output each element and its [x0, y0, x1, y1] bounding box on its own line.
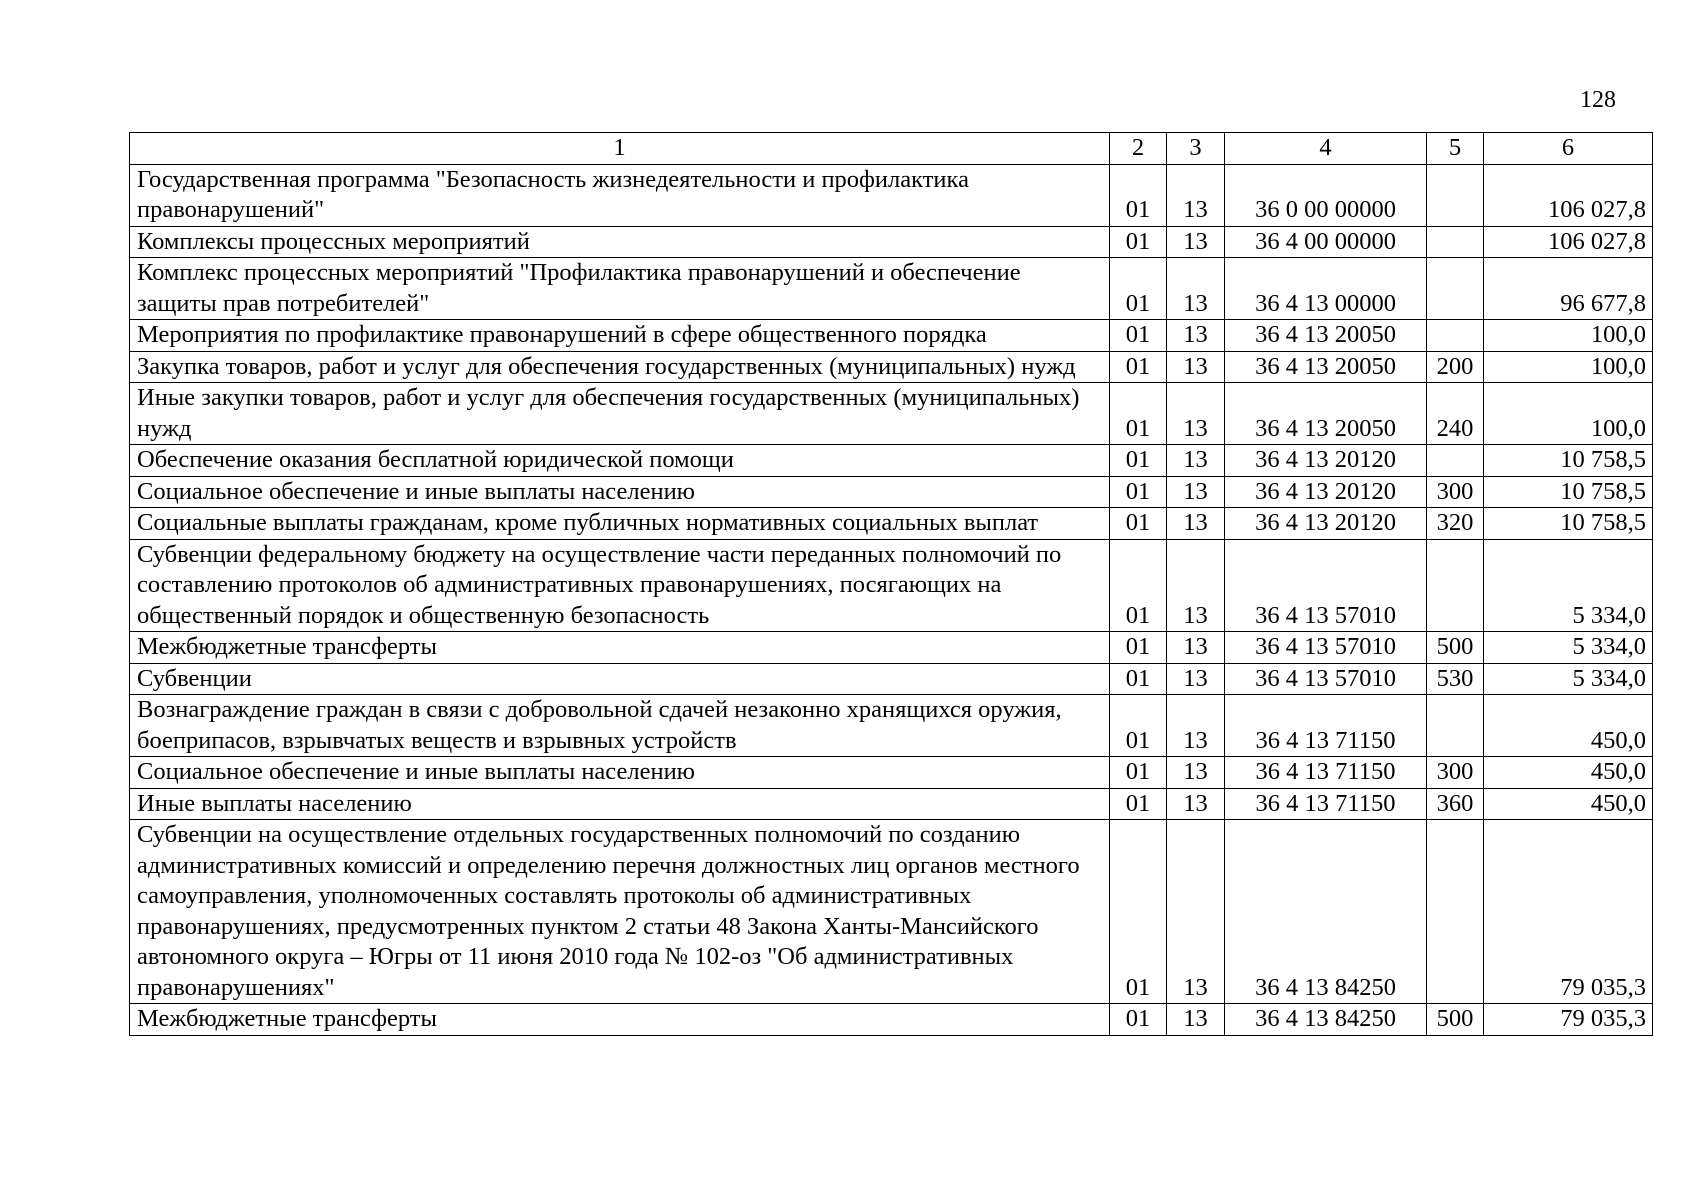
row-name-cell: Иные выплаты населению	[130, 788, 1110, 820]
row-section-cell: 01	[1110, 695, 1167, 757]
row-target-code-cell: 36 4 13 71150	[1225, 788, 1427, 820]
row-subsection-cell: 13	[1167, 226, 1225, 258]
table-row	[130, 632, 1653, 664]
row-section-cell: 01	[1110, 320, 1167, 352]
row-section-cell: 01	[1110, 508, 1167, 540]
table-row	[130, 320, 1653, 352]
row-name-cell: Мероприятия по профилактике правонарушений в сфере общественного порядка	[130, 320, 1110, 352]
row-amount-cell: 100,0	[1484, 383, 1653, 445]
row-name-cell: Обеспечение оказания бесплатной юридической помощи	[130, 445, 1110, 477]
row-amount-cell: 450,0	[1484, 788, 1653, 820]
row-section-cell: 01	[1110, 788, 1167, 820]
row-amount-cell: 96 677,8	[1484, 258, 1653, 320]
row-amount-cell: 5 334,0	[1484, 663, 1653, 695]
row-subsection-cell: 13	[1167, 258, 1225, 320]
row-name-cell: Субвенции на осуществление отдельных государственных полномочий по созданию административных комиссий и определению перечня должностных лиц органов местного самоуправления, уполномоченных составлять протоколы об административных правонарушениях, предусмотренных пунктом 2 статьи 48 Закона Ханты-Мансийского автономного округа – Югры от 11 июня 2010 года № 102-оз "Об административных правонарушениях"	[130, 820, 1110, 1004]
row-expense-type-cell: 530	[1427, 663, 1484, 695]
row-amount-cell: 106 027,8	[1484, 226, 1653, 258]
row-amount-cell: 10 758,5	[1484, 445, 1653, 477]
page-number: 128	[1580, 87, 1616, 113]
row-name-cell: Субвенции федеральному бюджету на осуществление части переданных полномочий по составлению протоколов об административных правонарушениях, посягающих на общественный порядок и общественную безопасность	[130, 539, 1110, 632]
row-section-cell: 01	[1110, 445, 1167, 477]
row-expense-type-cell: 200	[1427, 351, 1484, 383]
row-expense-type-cell	[1427, 695, 1484, 757]
row-name-cell: Межбюджетные трансферты	[130, 1004, 1110, 1036]
row-target-code-cell: 36 4 13 57010	[1225, 663, 1427, 695]
row-section-cell: 01	[1110, 351, 1167, 383]
row-expense-type-cell	[1427, 164, 1484, 226]
row-amount-cell: 5 334,0	[1484, 539, 1653, 632]
row-section-cell: 01	[1110, 632, 1167, 664]
table-row	[130, 383, 1653, 445]
row-expense-type-cell	[1427, 226, 1484, 258]
row-section-cell: 01	[1110, 226, 1167, 258]
table-row	[130, 351, 1653, 383]
row-subsection-cell: 13	[1167, 663, 1225, 695]
row-name-cell: Вознаграждение граждан в связи с добровольной сдачей незаконно хранящихся оружия, боеприпасов, взрывчатых веществ и взрывных устройств	[130, 695, 1110, 757]
table-row	[130, 508, 1653, 540]
table-row	[130, 258, 1653, 320]
row-expense-type-cell	[1427, 539, 1484, 632]
row-section-cell: 01	[1110, 663, 1167, 695]
row-subsection-cell: 13	[1167, 695, 1225, 757]
table-header	[130, 133, 1653, 165]
row-name-cell: Закупка товаров, работ и услуг для обеспечения государственных (муниципальных) нужд	[130, 351, 1110, 383]
row-target-code-cell: 36 4 13 00000	[1225, 258, 1427, 320]
table-row	[130, 695, 1653, 757]
row-subsection-cell: 13	[1167, 351, 1225, 383]
row-expense-type-cell: 320	[1427, 508, 1484, 540]
row-target-code-cell: 36 4 13 57010	[1225, 539, 1427, 632]
table-row	[130, 788, 1653, 820]
row-name-cell: Комплексы процессных мероприятий	[130, 226, 1110, 258]
row-target-code-cell: 36 4 13 20050	[1225, 383, 1427, 445]
row-expense-type-cell: 500	[1427, 632, 1484, 664]
row-subsection-cell: 13	[1167, 476, 1225, 508]
row-subsection-cell: 13	[1167, 820, 1225, 1004]
table-row	[130, 1004, 1653, 1036]
row-section-cell: 01	[1110, 476, 1167, 508]
row-target-code-cell: 36 0 00 00000	[1225, 164, 1427, 226]
budget-table	[129, 132, 1653, 1036]
row-target-code-cell: 36 4 13 57010	[1225, 632, 1427, 664]
row-expense-type-cell: 500	[1427, 1004, 1484, 1036]
table-row	[130, 445, 1653, 477]
table-row	[130, 476, 1653, 508]
row-expense-type-cell: 300	[1427, 476, 1484, 508]
row-amount-cell: 79 035,3	[1484, 820, 1653, 1004]
header-cell-5: 5	[1427, 133, 1484, 165]
row-subsection-cell: 13	[1167, 445, 1225, 477]
row-subsection-cell: 13	[1167, 757, 1225, 789]
row-amount-cell: 106 027,8	[1484, 164, 1653, 226]
header-cell-2: 2	[1110, 133, 1167, 165]
header-cell-3: 3	[1167, 133, 1225, 165]
row-section-cell: 01	[1110, 757, 1167, 789]
row-target-code-cell: 36 4 00 00000	[1225, 226, 1427, 258]
header-cell-1: 1	[130, 133, 1110, 165]
row-target-code-cell: 36 4 13 20120	[1225, 508, 1427, 540]
row-section-cell: 01	[1110, 164, 1167, 226]
row-target-code-cell: 36 4 13 71150	[1225, 695, 1427, 757]
table-row	[130, 539, 1653, 632]
row-expense-type-cell	[1427, 258, 1484, 320]
row-section-cell: 01	[1110, 1004, 1167, 1036]
row-expense-type-cell: 240	[1427, 383, 1484, 445]
row-amount-cell: 100,0	[1484, 351, 1653, 383]
row-subsection-cell: 13	[1167, 788, 1225, 820]
row-target-code-cell: 36 4 13 84250	[1225, 1004, 1427, 1036]
row-name-cell: Государственная программа "Безопасность жизнедеятельности и профилактика правонарушений"	[130, 164, 1110, 226]
table-row	[130, 820, 1653, 1004]
row-amount-cell: 100,0	[1484, 320, 1653, 352]
header-row	[130, 133, 1653, 165]
table-row	[130, 757, 1653, 789]
row-name-cell: Социальные выплаты гражданам, кроме публичных нормативных социальных выплат	[130, 508, 1110, 540]
row-subsection-cell: 13	[1167, 320, 1225, 352]
row-section-cell: 01	[1110, 539, 1167, 632]
row-target-code-cell: 36 4 13 20120	[1225, 445, 1427, 477]
row-amount-cell: 79 035,3	[1484, 1004, 1653, 1036]
row-amount-cell: 5 334,0	[1484, 632, 1653, 664]
header-cell-4: 4	[1225, 133, 1427, 165]
row-target-code-cell: 36 4 13 71150	[1225, 757, 1427, 789]
row-name-cell: Иные закупки товаров, работ и услуг для обеспечения государственных (муниципальных) нужд	[130, 383, 1110, 445]
row-target-code-cell: 36 4 13 20050	[1225, 320, 1427, 352]
row-name-cell: Комплекс процессных мероприятий "Профилактика правонарушений и обеспечение защиты прав потребителей"	[130, 258, 1110, 320]
row-subsection-cell: 13	[1167, 632, 1225, 664]
row-subsection-cell: 13	[1167, 1004, 1225, 1036]
row-name-cell: Межбюджетные трансферты	[130, 632, 1110, 664]
row-expense-type-cell	[1427, 445, 1484, 477]
row-section-cell: 01	[1110, 820, 1167, 1004]
row-target-code-cell: 36 4 13 20050	[1225, 351, 1427, 383]
row-subsection-cell: 13	[1167, 539, 1225, 632]
row-section-cell: 01	[1110, 258, 1167, 320]
row-subsection-cell: 13	[1167, 508, 1225, 540]
row-subsection-cell: 13	[1167, 383, 1225, 445]
row-amount-cell: 450,0	[1484, 757, 1653, 789]
row-target-code-cell: 36 4 13 84250	[1225, 820, 1427, 1004]
row-name-cell: Социальное обеспечение и иные выплаты населению	[130, 476, 1110, 508]
row-name-cell: Субвенции	[130, 663, 1110, 695]
table-row	[130, 226, 1653, 258]
row-amount-cell: 10 758,5	[1484, 508, 1653, 540]
row-expense-type-cell	[1427, 320, 1484, 352]
row-expense-type-cell: 300	[1427, 757, 1484, 789]
table-body	[130, 164, 1653, 1035]
row-expense-type-cell: 360	[1427, 788, 1484, 820]
table-row	[130, 164, 1653, 226]
row-section-cell: 01	[1110, 383, 1167, 445]
row-target-code-cell: 36 4 13 20120	[1225, 476, 1427, 508]
header-cell-6: 6	[1484, 133, 1653, 165]
row-amount-cell: 10 758,5	[1484, 476, 1653, 508]
table-row	[130, 663, 1653, 695]
row-name-cell: Социальное обеспечение и иные выплаты населению	[130, 757, 1110, 789]
row-amount-cell: 450,0	[1484, 695, 1653, 757]
row-expense-type-cell	[1427, 820, 1484, 1004]
row-subsection-cell: 13	[1167, 164, 1225, 226]
